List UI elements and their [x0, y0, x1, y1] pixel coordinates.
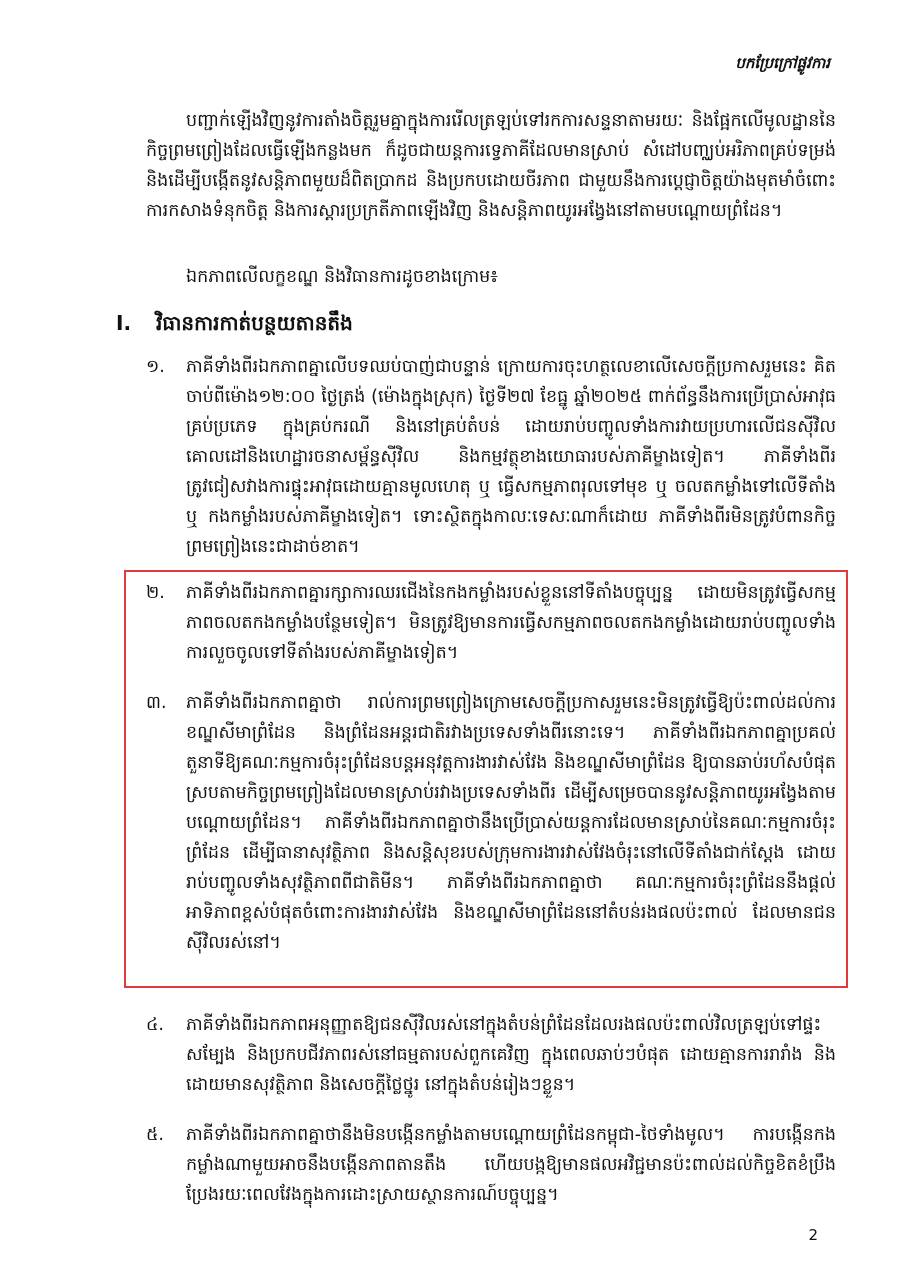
intro-paragraph-agree: ឯកភាពលើលក្ខខណ្ឌ និងវិធានការដូចខាងក្រោម៖	[186, 267, 498, 287]
section-number: I.	[116, 311, 132, 335]
list-item-number: ៣.	[146, 693, 167, 713]
list-item	[146, 352, 836, 562]
list-item	[146, 578, 836, 668]
list-item	[146, 1120, 836, 1210]
list-item-number: ៤.	[146, 1015, 164, 1035]
list-item-text: ភាគីទាំងពីរឯកភាពគ្នាលើបទឈប់បាញ់ជាបន្ទាន់ ក្រោយការចុះហត្ថលេខាលើសេចក្តីប្រកាសរួមនេះ គិតចាប់ពីម៉ោង១២:០០ ថ្ងៃត្រង់ (ម៉ោងក្នុងស្រុក) ថ្ងៃទី២៧ ខែធ្នូ ឆ្នាំ២០២៥ ពាក់ព័ន្ធនឹងការប្រើប្រាស់អាវុធគ្រប់ប្រភេទ ក្នុងគ្រប់ករណី និងនៅគ្រប់តំបន់ ដោយរាប់បញ្ចូលទាំងការវាយប្រហារលើជនស៊ីវិល គោលដៅនិងហេដ្ឋារចនាសម្ព័ន្ធស៊ីវិល និងកម្មវត្ថុខាងយោធារបស់ភាគីម្ខាងទៀត។ ភាគីទាំងពីរត្រូវជៀសវាងការផ្ទុះអាវុធដោយគ្មានមូលហេតុ ឬ ធ្វើសកម្មភាពរុលទៅមុខ ឬ ចលតកម្លាំងទៅលើទីតាំង ឬ កងកម្លាំងរបស់ភាគីម្ខាងទៀត។ ទោះស្ថិតក្នុងកាលៈទេសៈណាក៏ដោយ ភាគីទាំងពីរមិនត្រូវបំពានកិច្ចព្រមព្រៀងនេះជាដាច់ខាត។	[186, 357, 836, 557]
unofficial-translation-label: បកប្រែក្រៅផ្លូវការ	[735, 54, 830, 72]
section-title: វិធានការកាត់បន្ថយតានតឹង	[156, 311, 353, 335]
list-item-text: ភាគីទាំងពីរឯកភាពគ្នាថា រាល់ការព្រមព្រៀងក្រោមសេចក្តីប្រកាសរួមនេះមិនត្រូវធ្វើឱ្យប៉ះពាល់ដល់ការខណ្ឌសីមាព្រំដែន និងព្រំដែនអន្តរជាតិរវាងប្រទេសទាំងពីរនោះទេ។ ភាគីទាំងពីរឯកភាពគ្នាប្រគល់តួនាទីឱ្យគណៈកម្មការចំរុះព្រំដែនបន្តអនុវត្តការងារវាស់វែង និងខណ្ឌសីមាព្រំដែន ឱ្យបានឆាប់រហ័សបំផុត ស្របតាមកិច្ចព្រមព្រៀងដែលមានស្រាប់រវាងប្រទេសទាំងពីរ ដើម្បីសម្រេចបាននូវសន្តិភាពយូរអង្វែងតាមបណ្តោយព្រំដែន។ ភាគីទាំងពីរឯកភាពគ្នាថានឹងប្រើប្រាស់យន្តការដែលមានស្រាប់នៃគណៈកម្មការចំរុះព្រំដែន ដើម្បីធានាសុវត្ថិភាព និងសន្តិសុខរបស់ក្រុមការងារវាស់វែងចំរុះនៅលើទីតាំងជាក់ស្តែង ដោយរាប់បញ្ចូលទាំងសុវត្ថិភាពពីជាតិមីន។ ភាគីទាំងពីរឯកភាពគ្នាថា គណៈកម្មការចំរុះព្រំដែននឹងផ្តល់អាទិភាពខ្ពស់បំផុតចំពោះការងារវាស់វែង និងខណ្ឌសីមាព្រំដែននៅតំបន់រងផលប៉ះពាល់ ដែលមានជនស៊ីវិលរស់នៅ។	[186, 693, 836, 953]
list-item-number: ១.	[146, 357, 165, 377]
list-item-text: ភាគីទាំងពីរឯកភាពគ្នារក្សាការឈរជើងនៃកងកម្លាំងរបស់ខ្លួននៅទីតាំងបច្ចុប្បន្ន ដោយមិនត្រូវធ្វើសកម្មភាពចលតកងកម្លាំងបន្ថែមទៀត។ មិនត្រូវឱ្យមានការធ្វើសកម្មភាពចលតកងកម្លាំងដោយរាប់បញ្ចូលទាំងការលួចចូលទៅទីតាំងរបស់ភាគីម្ខាងទៀត។	[186, 583, 836, 663]
list-item	[146, 688, 836, 958]
intro-paragraph: បញ្ជាក់ឡើងវិញនូវការតាំងចិត្តរួមគ្នាក្នុងការរើលត្រឡប់ទៅរកការសន្ទនាតាមរយៈ និងផ្អែកលើមូលដ្ឋាននៃកិច្ចព្រមព្រៀងដែលធ្វើឡើងកន្លងមក ក៏ដូចជាយន្តការទ្វេភាគីដែលមានស្រាប់ សំដៅបញ្ឈប់អរិភាពគ្រប់ទម្រង់ និងដើម្បីបង្កើតនូវសន្តិភាពមួយដ៏ពិតប្រាកដ និងប្រកបដោយចីរភាព ជាមួយនឹងការប្ដេជ្ញាចិត្តយ៉ាងមុតមាំចំពោះការកសាងទំនុកចិត្ត និងការស្តារប្រក្រតីភាពឡើងវិញ និងសន្តិភាពយូរអង្វែងនៅតាមបណ្តោយព្រំដែន។	[146, 111, 836, 221]
list-item	[146, 1010, 836, 1100]
list-item-text: ភាគីទាំងពីរឯកភាពអនុញ្ញាតឱ្យជនស៊ីវិលរស់នៅក្នុងតំបន់ព្រំដែនដែលរងផលប៉ះពាល់វិលត្រឡប់ទៅផ្ទះសម្បែង និងប្រកបជីវភាពរស់នៅធម្មតារបស់ពួកគេវិញ ក្នុងពេលឆាប់ៗបំផុត ដោយគ្មានការរារាំង និងដោយមានសុវត្ថិភាព និងសេចក្តីថ្លៃថ្នូរ នៅក្នុងតំបន់រៀងៗខ្លួន។	[186, 1015, 836, 1095]
list-item-number: ៥.	[146, 1125, 164, 1145]
section-heading	[116, 308, 353, 338]
page-number: 2	[808, 1226, 818, 1244]
list-item-number: ២.	[146, 583, 165, 603]
list-item-text: ភាគីទាំងពីរឯកភាពគ្នាថានឹងមិនបង្កើនកម្លាំងតាមបណ្តោយព្រំដែនកម្ពុជា-ថៃទាំងមូល។ ការបង្កើនកងកម្លាំងណាមួយអាចនឹងបង្កើនភាពតានតឹង ហើយបង្កឱ្យមានផលអវិជ្ជមានប៉ះពាល់ដល់កិច្ចខិតខំប្រឹងប្រែងរយៈពេលវែងក្នុងការដោះស្រាយស្ថានការណ៍បច្ចុប្បន្ន។	[186, 1125, 836, 1205]
